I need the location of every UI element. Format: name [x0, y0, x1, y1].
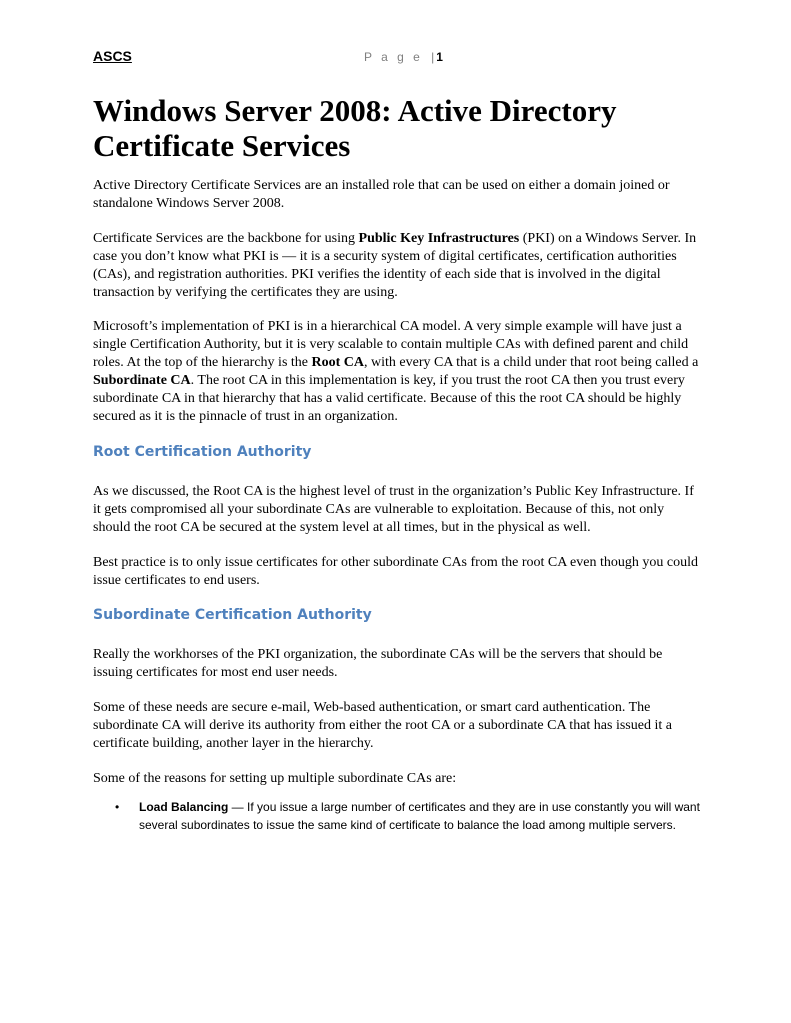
pki-paragraph — [93, 230, 703, 302]
document-title: Windows Server 2008: Active Directory Certificate Services — [93, 93, 617, 163]
root-ca-paragraph-2: Best practice is to only issue certificates for other subordinate CAs from the root CA even though you could issue certificates to end users. — [93, 554, 698, 588]
page-header — [93, 46, 698, 68]
intro-paragraph: Active Directory Certificate Services are an installed role that can be used on either a domain joined or standalone Windows Server 2008. — [93, 178, 670, 211]
subordinate-paragraph-1: Really the workhorses of the PKI organization, the subordinate CAs will be the servers that should be issuing certificates for most end user needs. — [93, 647, 663, 681]
list-item — [115, 798, 703, 834]
bullet-icon: • — [115, 799, 120, 814]
page-indicator — [364, 50, 443, 64]
text-run: (PKI) on a Windows Server. In case you don’t know what PKI is — it is a security system of digital certificates, certification authorities (CAs), and registration authorities. PKI verifies the identity of each side that is involved in the digital transaction by verifying the certificates they are using. — [93, 230, 697, 300]
header-left-text: ASCS — [93, 48, 132, 64]
heading-root-ca: Root Certification Authority — [93, 443, 312, 460]
page-separator: | — [431, 50, 435, 64]
bullet-term: Load Balancing — [139, 799, 229, 814]
subordinate-paragraph-2: Some of these needs are secure e-mail, Web-based authentication, or smart card authentication. The subordinate CA will derive its authority from either the root CA or a subordinate CA that has issued it a certificate building, another layer in the hierarchy. — [93, 700, 672, 752]
heading-subordinate-ca: Subordinate Certification Authority — [93, 607, 372, 624]
text-run: Certificate Services are the backbone for using — [93, 230, 359, 246]
document-body — [93, 93, 703, 834]
text-run: , with every CA that is a child under that root being called a — [364, 355, 699, 371]
bold-term-subordinate-ca: Subordinate CA — [93, 373, 191, 389]
bold-term-root-ca: Root CA — [311, 355, 364, 371]
reasons-list — [93, 798, 703, 834]
page-number: 1 — [436, 50, 443, 64]
page-label: P a g e — [364, 50, 423, 64]
bullet-text: — If you issue a large number of certificates and they are in use constantly you will want several subordinates to issue the same kind of certificate to balance the load among multiple servers. — [139, 799, 700, 832]
text-run: Microsoft’s implementation of PKI is in a hierarchical CA model. A very simple example will have just a single Certification Authority, but it is very scalable to contain multiple CAs with defined parent and child roles. At the top of the hierarchy is the — [93, 319, 689, 371]
hierarchy-paragraph — [93, 318, 703, 425]
subordinate-paragraph-3: Some of the reasons for setting up multiple subordinate CAs are: — [93, 770, 457, 786]
root-ca-paragraph-1: As we discussed, the Root CA is the highest level of trust in the organization’s Public Key Infrastructure. If it gets compromised all your subordinate CAs are vulnerable to exploitation. Because of this, not only should the root CA be secured at the system level at all times, but in the physical as well. — [93, 483, 694, 535]
bold-term-pki: Public Key Infrastructures — [358, 230, 520, 246]
text-run: . The root CA in this implementation is key, if you trust the root CA then you trust every subordinate CA in that hierarchy that has a valid certificate. Because of this the root CA should be highly secured as it is the pinnacle of trust in an organization. — [93, 373, 685, 424]
